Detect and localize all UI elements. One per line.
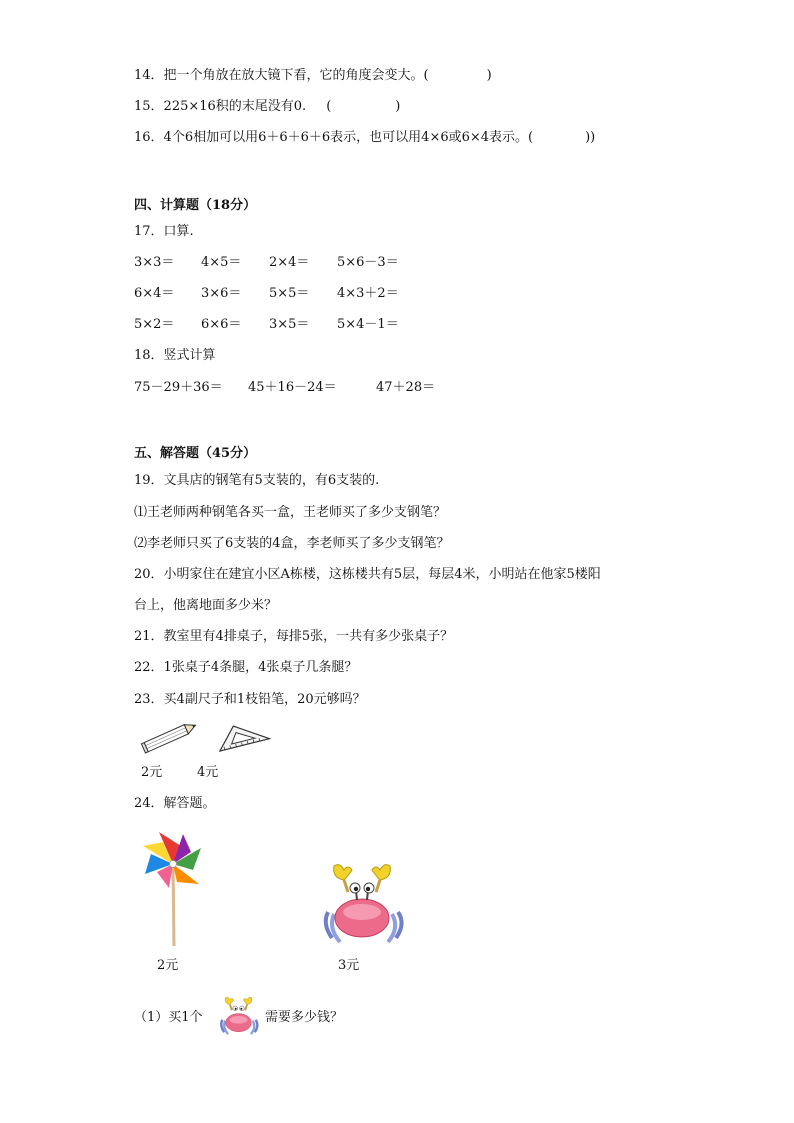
crab-icon — [217, 996, 261, 1036]
question-15-open: ( — [326, 99, 332, 114]
triangle-ruler-icon — [214, 720, 272, 752]
calc-cell: 5×5＝ — [269, 286, 310, 301]
question-17-label: 17．口算. — [134, 224, 194, 239]
question-16-text: 16．4个6相加可以用6＋6＋6＋6表示，也可以用4×6或6×4表示。( — [134, 130, 534, 145]
vertical-calc-item: 47＋28＝ — [376, 380, 436, 395]
question-20-line-2: 台上，他离地面多少米？ — [134, 598, 278, 613]
question-16-close: )) — [585, 130, 596, 145]
ruler-price: 4元 — [197, 765, 219, 780]
vertical-calc-item: 45＋16－24＝ — [248, 380, 337, 395]
question-21: 21．教室里有4排桌子，每排5张，一共有多少张桌子？ — [134, 629, 454, 644]
question-14-text: 14．把一个角放在放大镜下看，它的角度会变大。( — [134, 68, 429, 83]
question-24-text: 24．解答题。 — [134, 796, 216, 811]
pinwheel-price: 2元 — [157, 958, 179, 973]
question-23-text: 23．买4副尺子和1枝铅笔，20元够吗？ — [134, 692, 366, 707]
pencil-price: 2元 — [141, 765, 163, 780]
calc-cell: 4×5＝ — [201, 255, 242, 270]
calc-cell: 6×6＝ — [201, 317, 242, 332]
vertical-calc-item: 75－29＋36＝ — [134, 380, 223, 395]
calc-cell: 2×4＝ — [269, 255, 310, 270]
calc-cell: 3×6＝ — [201, 286, 242, 301]
question-18-label: 18．竖式计算 — [134, 348, 216, 363]
section-5-title: 五、解答题（45分） — [134, 446, 257, 461]
question-19-text: 19．文具店的钢笔有5支装的，有6支装的. — [134, 473, 380, 488]
question-19-part-1: ⑴王老师两种钢笔各买一盒，王老师买了多少支钢笔？ — [134, 505, 447, 520]
calc-cell: 5×4－1＝ — [337, 317, 399, 332]
pinwheel-icon — [139, 826, 209, 948]
question-14-close: ) — [486, 68, 492, 83]
question-14 — [134, 68, 492, 84]
calc-cell: 3×3＝ — [134, 255, 175, 270]
question-20-line-1: 20．小明家住在建宜小区A栋楼，这栋楼共有5层，每层4米，小明站在他家5楼阳 — [134, 567, 601, 582]
question-24-sub-1-prefix: （1）买1个 — [134, 1010, 203, 1025]
pencil-icon — [138, 720, 200, 754]
crab-icon — [318, 862, 408, 946]
question-22: 22．1张桌子4条腿，4张桌子几条腿？ — [134, 660, 358, 675]
question-15-close: ) — [395, 99, 401, 114]
question-19-part-2: ⑵李老师只买了6支装的4盒，李老师买了多少支钢笔？ — [134, 536, 450, 551]
calc-cell: 4×3＋2＝ — [337, 286, 399, 301]
question-24-sub-1-suffix: 需要多少钱？ — [265, 1010, 344, 1025]
section-4-title: 四、计算题（18分） — [134, 198, 257, 213]
question-16 — [134, 130, 595, 146]
question-15-text: 15．225×16积的末尾没有0. — [134, 99, 307, 114]
crab-price: 3元 — [338, 958, 360, 973]
calc-cell: 3×5＝ — [269, 317, 310, 332]
calc-cell: 6×4＝ — [134, 286, 175, 301]
calc-cell: 5×2＝ — [134, 317, 175, 332]
calc-cell: 5×6－3＝ — [337, 255, 399, 270]
question-24-sub-1 — [134, 1010, 203, 1026]
question-15 — [134, 99, 400, 115]
